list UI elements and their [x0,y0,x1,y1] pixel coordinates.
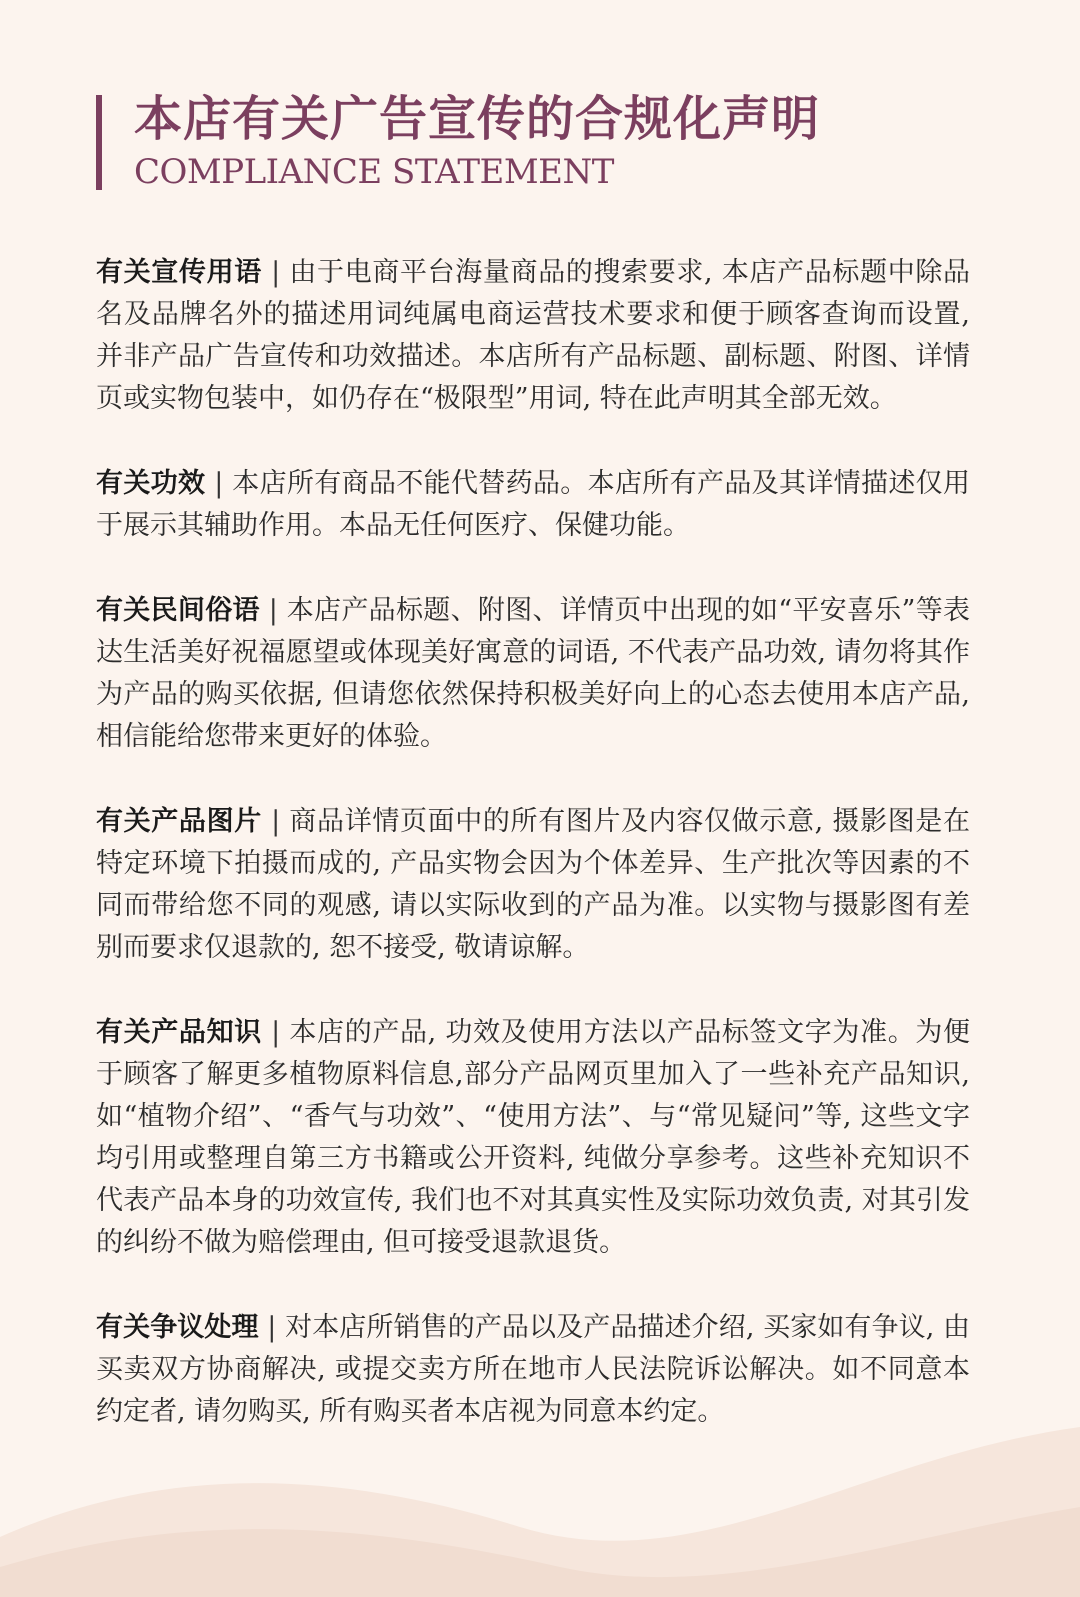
section-label: 有关民间俗语 [96,595,260,626]
section-paragraph [96,463,970,547]
section-dispute-resolution [96,1307,970,1433]
section-text: 本店所有商品不能代替药品。本店所有产品及其详情描述仅用于展示其辅助作用。本品无任何医疗、保健功能。 [96,468,971,541]
page-title: 本店有关广告宣传的合规化声明 [134,91,821,147]
section-text: 本店产品标题、附图、详情页中出现的如“平安喜乐”等表达生活美好祝福愿望或体现美好寓意的词语, 不代表产品功效, 请勿将其作为产品的购买依据, 但请您依然保持积极美好向上的心态去使用本店产品, 相信能给您带来更好的体验。 [96,595,971,752]
section-paragraph [96,801,970,969]
accent-bar [96,95,102,190]
section-paragraph [96,590,970,758]
section-text: 由于电商平台海量商品的搜索要求, 本店产品标题中除品名及品牌名外的描述用词纯属电商运营技术要求和便于顾客查询而设置, 并非产品广告宣传和功效描述。本店所有产品标题、副标题、附图、详情页或实物包装中，如仍存在“极限型”用词, 特在此声明其全部无效。 [96,257,970,414]
section-paragraph [96,1307,970,1433]
statement-content [96,252,970,1476]
section-separator: | [259,595,287,626]
section-separator: | [261,806,290,837]
section-label: 有关宣传用语 [96,257,262,288]
section-promotional-terms [96,252,970,420]
section-separator: | [261,257,290,288]
section-text: 本店的产品, 功效及使用方法以产品标签文字为准。为便于顾客了解更多植物原料信息,部分产品网页里加入了一些补充产品知识,如“植物介绍”、“香气与功效”、“使用方法”、与“常见疑问”等, 这些文字均引用或整理自第三方书籍或公开资料, 纯做分享参考。这些补充知识不代表产品本身的功效宣传, 我们也不对其真实性及实际功效负责, 对其引发的纠纷不做为赔偿理由, 但可接受退款退货。 [96,1017,970,1258]
section-label: 有关争议处理 [96,1312,259,1343]
header [96,91,996,192]
page-subtitle: COMPLIANCE STATEMENT [134,152,614,192]
section-separator: | [261,1017,290,1048]
section-label: 有关功效 [96,468,206,499]
section-label: 有关产品图片 [96,806,262,837]
decorative-wave [0,1417,1080,1597]
section-separator: | [258,1312,286,1343]
section-paragraph [96,1012,970,1264]
section-text: 商品详情页面中的所有图片及内容仅做示意, 摄影图是在特定环境下拍摄而成的, 产品实物会因为个体差异、生产批次等因素的不同而带给您不同的观感, 请以实际收到的产品为准。以实物与摄影图有差别而要求仅退款的, 恕不接受, 敬请谅解。 [96,806,970,963]
section-product-images [96,801,970,969]
section-folk-sayings [96,590,970,758]
section-separator: | [205,468,233,499]
section-label: 有关产品知识 [96,1017,262,1048]
section-efficacy [96,463,970,547]
section-paragraph [96,252,970,420]
section-text: 对本店所销售的产品以及产品描述介绍, 买家如有争议, 由买卖双方协商解决, 或提交卖方所在地市人民法院诉讼解决。如不同意本约定者, 请勿购买, 所有购买者本店视为同意本约定。 [96,1312,970,1427]
section-product-knowledge [96,1012,970,1264]
